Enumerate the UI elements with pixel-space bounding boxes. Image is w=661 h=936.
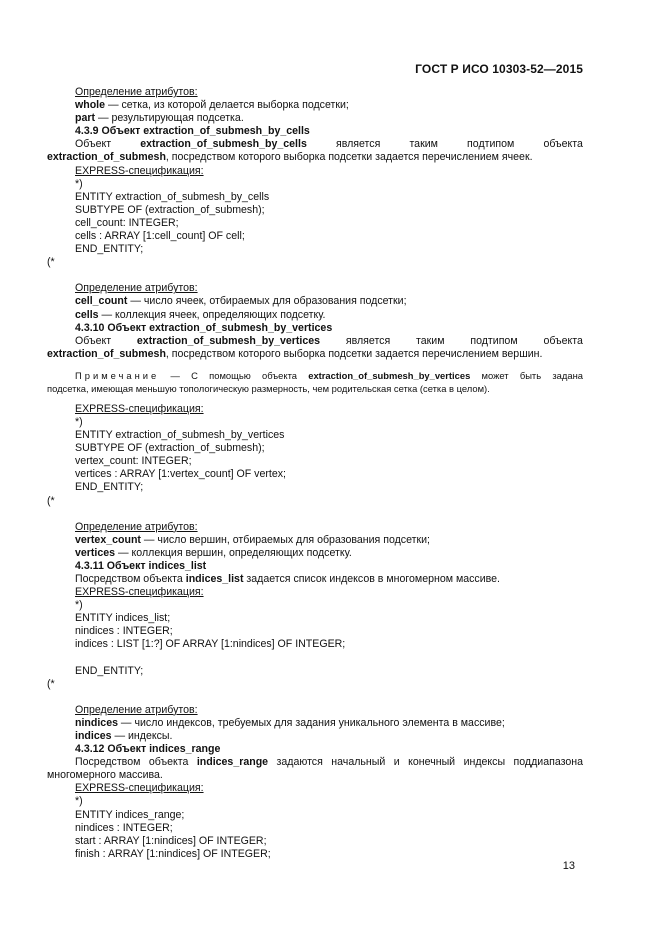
attr-desc: — коллекция вершин, определяющих подсетку. xyxy=(115,546,352,559)
word: подтипом xyxy=(470,334,518,347)
attr-def-heading: Определение атрибутов: xyxy=(75,282,198,295)
attr-desc: — число индексов, требуемых для задания уникального элемента в массиве; xyxy=(117,716,505,729)
word: объекта xyxy=(262,369,297,381)
code-line: indices : LIST [1:?] OF ARRAY [1:nindices] OF INTEGER; xyxy=(75,638,346,651)
word: — xyxy=(170,369,180,381)
attr-whole xyxy=(47,99,583,112)
code-line: nindices : INTEGER; xyxy=(75,625,173,638)
page-number: 13 xyxy=(562,860,575,872)
attr-name: cell_count xyxy=(75,295,128,308)
section-intro-cont xyxy=(47,348,583,361)
entity-name: extraction_of_submesh_by_cells xyxy=(140,138,307,151)
section-intro-line xyxy=(47,573,583,586)
code-line: finish : ARRAY [1:nindices] OF INTEGER; xyxy=(75,847,271,860)
word: является xyxy=(335,138,381,151)
code-line: cell_count: INTEGER; xyxy=(75,216,179,229)
code-line: SUBTYPE OF (extraction_of_submesh); xyxy=(75,203,265,216)
express-spec-heading: EXPRESS-спецификация: xyxy=(75,586,204,599)
attr-def-heading: Определение атрибутов: xyxy=(75,86,198,98)
word: объекта xyxy=(543,334,583,347)
spacer xyxy=(47,652,583,665)
express-spec-heading: EXPRESS-спецификация: xyxy=(75,402,204,415)
code-line: SUBTYPE OF (extraction_of_submesh); xyxy=(75,442,265,455)
attr-desc: — сетка, из которой делается выборка подсетки; xyxy=(105,99,349,112)
code-line: cells : ARRAY [1:cell_count] OF cell; xyxy=(75,230,245,243)
word: подтипом xyxy=(467,138,515,151)
code-close: (* xyxy=(47,494,55,507)
word: С xyxy=(191,369,198,381)
section-intro-line xyxy=(47,138,583,151)
code-line: END_ENTITY; xyxy=(75,481,144,494)
attr-name: vertex_count xyxy=(75,533,141,546)
attr-desc: — число вершин, отбираемых для образования подсетки; xyxy=(140,533,430,546)
attr-def-heading: Определение атрибутов: xyxy=(75,520,198,533)
word: задана xyxy=(552,369,583,381)
entity-name: indices_list xyxy=(185,573,244,585)
attr-cell-count xyxy=(47,295,583,308)
section-heading-4-3-12: 4.3.12 Объект indices_range xyxy=(75,743,221,756)
attr-indices xyxy=(47,730,583,743)
word: Объект xyxy=(75,138,112,151)
note-block xyxy=(47,369,583,395)
note-label: Примечание xyxy=(75,369,160,381)
attr-nindices xyxy=(47,717,583,730)
word: может xyxy=(481,369,509,381)
document-body xyxy=(47,86,583,861)
word: Объект xyxy=(75,334,112,347)
code-line: vertices : ARRAY [1:vertex_count] OF vertex; xyxy=(75,468,286,481)
code-line: ENTITY indices_list; xyxy=(75,612,171,625)
attr-desc: — результирующая подсетка. xyxy=(95,112,244,125)
word: помощью xyxy=(209,369,251,381)
word: является xyxy=(345,334,391,347)
note-line-2: подсетка, имеющая меньшую топологическую размерность, чем родительская сетка (сетка в целом). xyxy=(47,382,490,394)
word: быть xyxy=(519,369,542,381)
code-line: nindices : INTEGER; xyxy=(75,821,173,834)
text: Посредством объекта xyxy=(75,573,186,585)
code-line: ENTITY indices_range; xyxy=(75,808,185,821)
attr-name: whole xyxy=(75,99,106,112)
text: Посредством объекта xyxy=(75,756,197,769)
section-heading-4-3-9: 4.3.9 Объект extraction_of_submesh_by_cells xyxy=(75,125,310,138)
standard-header: ГОСТ Р ИСО 10303-52—2015 xyxy=(415,62,583,76)
entity-name: indices_range xyxy=(196,756,269,769)
express-spec-heading: EXPRESS-спецификация: xyxy=(75,164,204,177)
entity-name: extraction_of_submesh xyxy=(47,151,166,164)
section-intro-line xyxy=(47,335,583,348)
code-line: ENTITY extraction_of_submesh_by_vertices xyxy=(75,429,285,442)
section-heading-4-3-11: 4.3.11 Объект indices_list xyxy=(75,559,207,572)
attr-name: cells xyxy=(75,308,99,321)
word: таким xyxy=(416,334,445,347)
text: задаются начальный и конечный индексы поддиапазона многомерного массива. xyxy=(47,756,583,782)
code-line: *) xyxy=(75,415,83,428)
attr-cells xyxy=(47,309,583,322)
text: задается список индексов в многомерном массиве. xyxy=(243,573,500,585)
section-heading-4-3-10: 4.3.10 Объект extraction_of_submesh_by_vertices xyxy=(75,321,333,334)
attr-name: vertices xyxy=(75,546,116,559)
word: объекта xyxy=(543,138,583,151)
code-line: vertex_count: INTEGER; xyxy=(75,455,192,468)
spacer xyxy=(47,269,583,282)
code-line: ENTITY extraction_of_submesh_by_cells xyxy=(75,190,270,203)
entity-name: extraction_of_submesh_by_vertices xyxy=(136,334,321,347)
code-line: END_ENTITY; xyxy=(75,664,144,677)
text: , посредством которого выборка подсетки задается перечислением вершин. xyxy=(165,347,543,360)
attr-vertices xyxy=(47,547,583,560)
code-line: *) xyxy=(75,599,83,612)
express-spec-heading: EXPRESS-спецификация: xyxy=(75,782,204,795)
attr-name: nindices xyxy=(75,716,118,729)
word: таким xyxy=(409,138,438,151)
attr-desc: — индексы. xyxy=(111,729,173,742)
attr-vertex-count xyxy=(47,534,583,547)
attr-def-heading: Определение атрибутов: xyxy=(75,703,198,716)
attr-name: part xyxy=(75,112,96,125)
code-close: (* xyxy=(47,256,55,269)
attr-name: indices xyxy=(75,729,112,742)
attr-part xyxy=(47,112,583,125)
spacer xyxy=(47,508,583,521)
spacer xyxy=(47,395,583,403)
text: , посредством которого выборка подсетки задается перечислением ячеек. xyxy=(165,151,533,164)
code-line: *) xyxy=(75,795,83,808)
section-intro-paragraph xyxy=(47,756,583,782)
code-close: (* xyxy=(47,677,55,690)
entity-name: extraction_of_submesh xyxy=(47,347,166,360)
entity-name: extraction_of_submesh_by_vertices xyxy=(308,369,471,381)
attr-desc: — коллекция ячеек, определяющих подсетку. xyxy=(98,308,326,321)
spacer xyxy=(47,361,583,369)
code-line: *) xyxy=(75,177,83,190)
note-line-1 xyxy=(47,369,583,382)
section-intro-cont xyxy=(47,151,583,164)
code-line: start : ARRAY [1:nindices] OF INTEGER; xyxy=(75,834,267,847)
code-line: END_ENTITY; xyxy=(75,243,144,256)
attr-desc: — число ячеек, отбираемых для образования подсетки; xyxy=(127,295,407,308)
spacer xyxy=(47,691,583,704)
